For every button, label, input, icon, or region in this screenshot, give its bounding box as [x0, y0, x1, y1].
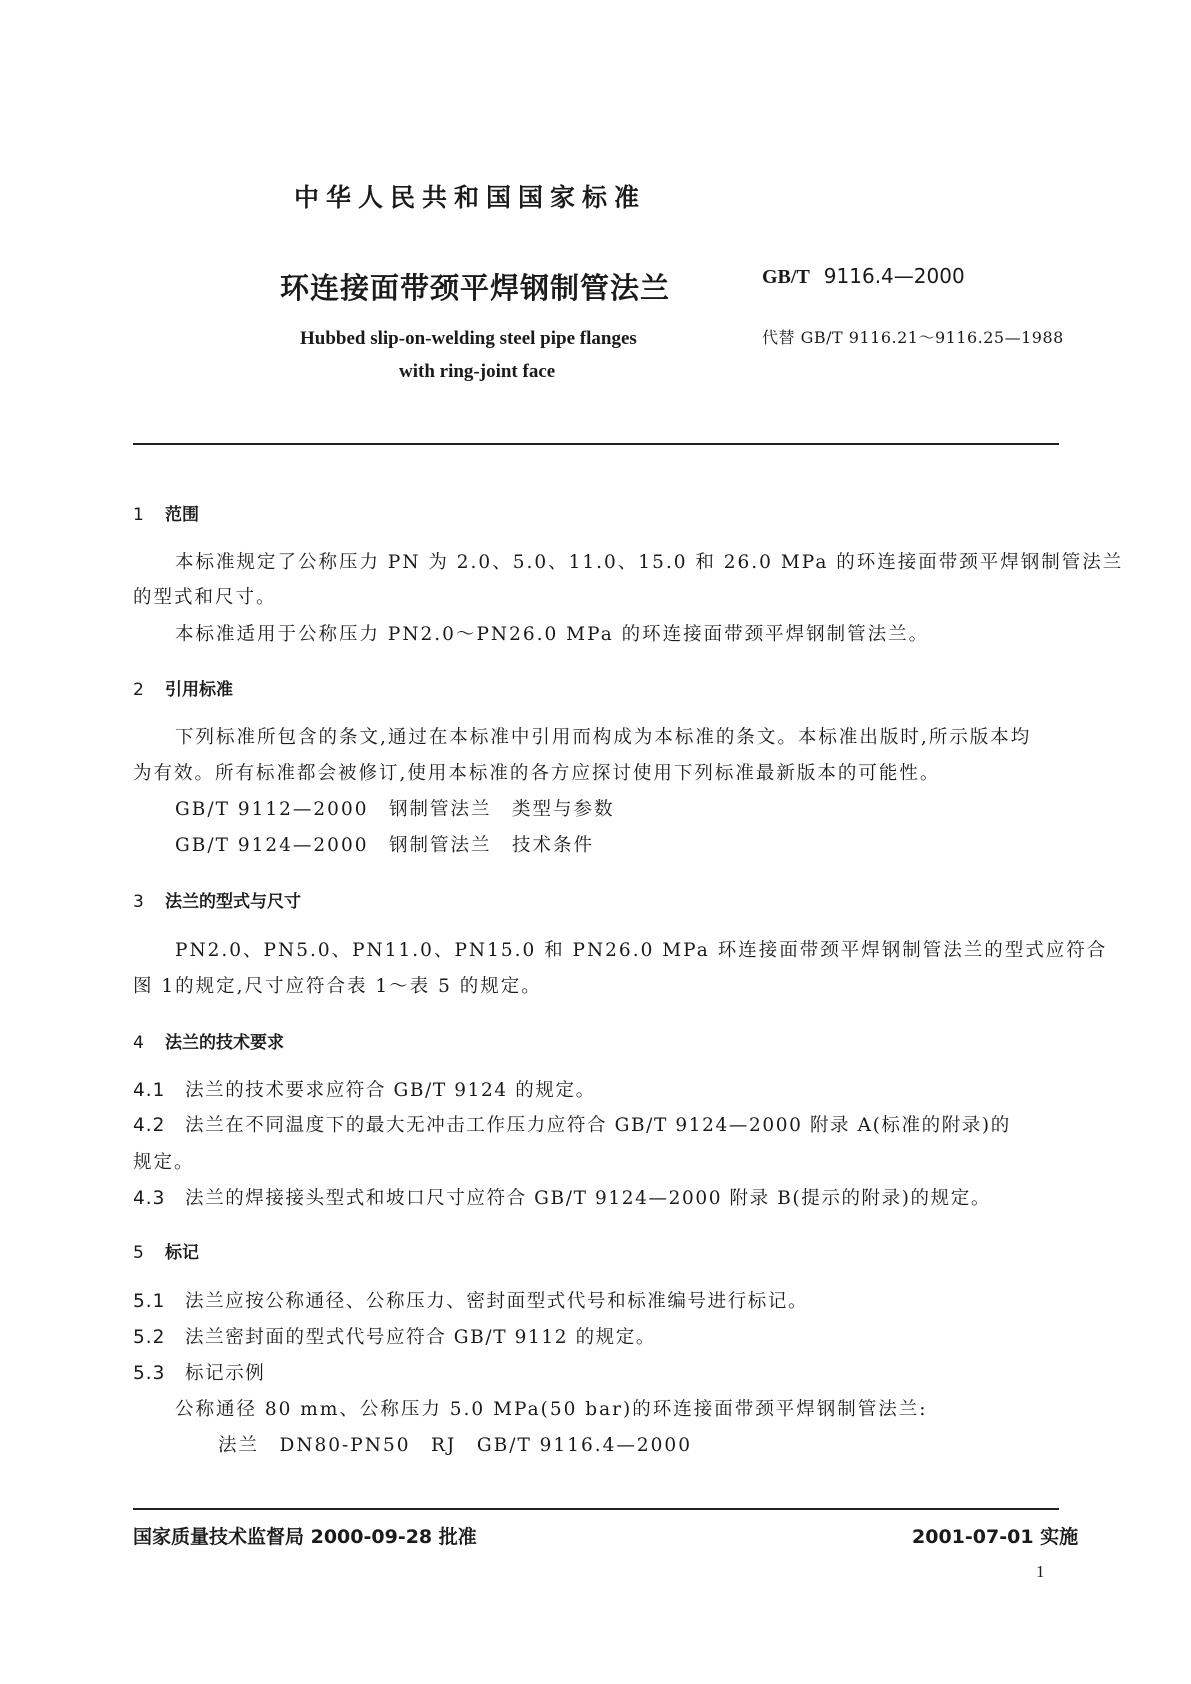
clause-text: 法兰的技术要求应符合 GB/T 9124 的规定。	[185, 1080, 596, 1101]
document-title-en-line1: Hubbed slip-on-welding steel pipe flanges	[300, 328, 637, 349]
clause-4-1	[133, 1076, 596, 1102]
section-number: 4	[133, 1033, 144, 1053]
reference-standard-2: GB/T 9124—2000 钢制管法兰 技术条件	[175, 835, 594, 856]
clause-4-3	[133, 1184, 991, 1210]
effective-date: 2001-07-01 实施	[912, 1526, 1079, 1548]
document-title-cn: 环连接面带颈平焊钢制管法兰	[280, 271, 671, 305]
section-1-para-2: 本标准适用于公称压力 PN2.0～PN26.0 MPa 的环连接面带颈平焊钢制管法兰。	[175, 624, 930, 645]
clause-number: 5.3	[133, 1363, 166, 1384]
section-2-heading	[133, 675, 233, 700]
section-1-para-1-cont: 的型式和尺寸。	[133, 587, 277, 608]
section-title: 范围	[165, 505, 199, 525]
section-title: 法兰的型式与尺寸	[165, 892, 301, 912]
clause-5-2	[133, 1323, 656, 1349]
clause-text: 法兰密封面的型式代号应符合 GB/T 9112 的规定。	[185, 1327, 656, 1348]
page-number: 1	[1036, 1562, 1045, 1581]
standard-code-prefix: GB/T	[762, 266, 810, 288]
section-3-para-1-cont: 图 1的规定,尺寸应符合表 1～表 5 的规定。	[133, 976, 542, 997]
section-3-para-1: PN2.0、PN5.0、PN11.0、PN15.0 和 PN26.0 MPa 环连接面带颈平焊钢制管法兰的型式应符合	[175, 940, 1108, 961]
section-number: 1	[133, 505, 144, 525]
clause-number: 4.3	[133, 1188, 166, 1209]
section-number: 2	[133, 680, 144, 700]
marking-example-description: 公称通径 80 mm、公称压力 5.0 MPa(50 bar)的环连接面带颈平焊钢制管法兰:	[175, 1399, 928, 1420]
section-number: 5	[133, 1243, 144, 1263]
reference-standard-1: GB/T 9112—2000 钢制管法兰 类型与参数	[175, 799, 615, 820]
clause-number: 4.1	[133, 1080, 166, 1101]
clause-number: 5.2	[133, 1327, 166, 1348]
standard-code	[762, 264, 965, 289]
clause-text: 法兰的焊接接头型式和坡口尺寸应符合 GB/T 9124—2000 附录 B(提示的附录)的规定。	[185, 1188, 991, 1209]
section-title: 标记	[165, 1243, 199, 1263]
clause-5-3	[133, 1359, 265, 1385]
replaces-note: 代替 GB/T 9116.21～9116.25—1988	[762, 328, 1064, 347]
document-title-en-line2: with ring-joint face	[399, 361, 556, 382]
section-1-heading	[133, 500, 199, 525]
section-number: 3	[133, 892, 144, 912]
clause-4-2-cont: 规定。	[133, 1152, 195, 1173]
clause-number: 4.2	[133, 1115, 166, 1136]
standard-code-number: 9116.4—2000	[823, 264, 965, 288]
clause-text: 标记示例	[185, 1363, 266, 1384]
approval-note: 国家质量技术监督局 2000-09-28 批准	[133, 1526, 477, 1548]
clause-5-1	[133, 1287, 808, 1313]
section-2-para-1-cont: 为有效。所有标准都会被修订,使用本标准的各方应探讨使用下列标准最新版本的可能性。	[133, 763, 941, 784]
section-3-heading	[133, 887, 301, 912]
clause-4-2	[133, 1111, 1011, 1137]
section-2-para-1: 下列标准所包含的条文,通过在本标准中引用而构成为本标准的条文。本标准出版时,所示版本均	[175, 727, 1032, 748]
marking-example: 法兰 DN80-PN50 RJ GB/T 9116.4—2000	[218, 1435, 692, 1456]
clause-text: 法兰应按公称通径、公称压力、密封面型式代号和标准编号进行标记。	[185, 1291, 809, 1312]
section-title: 法兰的技术要求	[165, 1033, 284, 1053]
footer-divider	[133, 1508, 1059, 1510]
clause-number: 5.1	[133, 1291, 166, 1312]
section-5-heading	[133, 1238, 199, 1263]
national-standard-title: 中华人民共和国国家标准	[294, 183, 647, 212]
section-1-para-1: 本标准规定了公称压力 PN 为 2.0、5.0、11.0、15.0 和 26.0 MPa 的环连接面带颈平焊钢制管法兰	[175, 552, 1124, 573]
section-4-heading	[133, 1028, 284, 1053]
section-title: 引用标准	[165, 680, 233, 700]
header-divider	[133, 443, 1059, 445]
clause-text: 法兰在不同温度下的最大无冲击工作压力应符合 GB/T 9124—2000 附录 A(标准的附录)的	[185, 1115, 1011, 1136]
